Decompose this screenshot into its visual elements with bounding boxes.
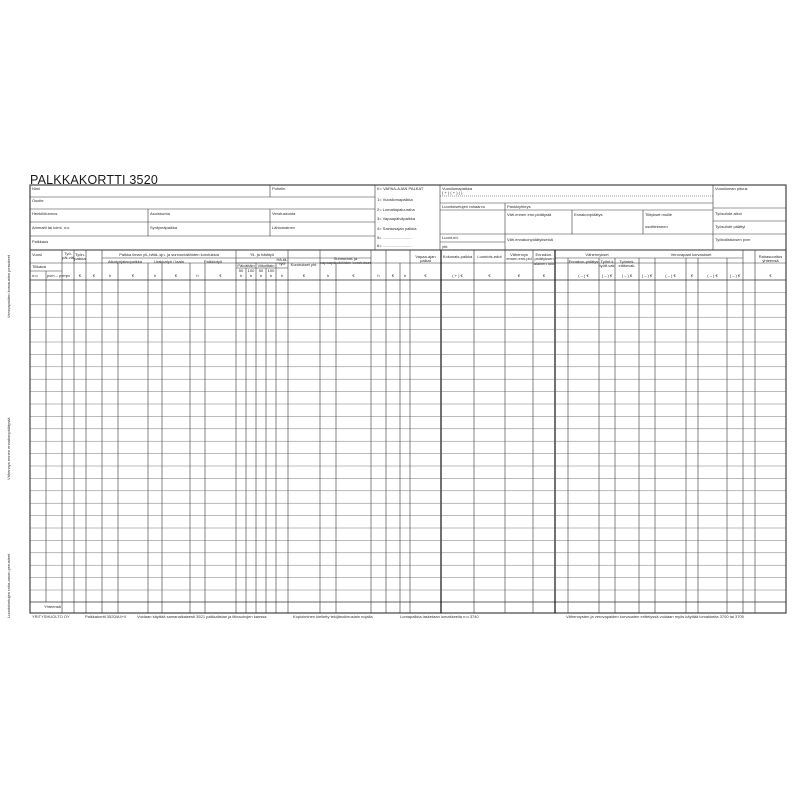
unit-cell: € xyxy=(769,273,772,278)
form-title: PALKKAKORTTI 3520 xyxy=(30,173,158,187)
leave-pay-heading: K= VAPAA-AJAN PALKAT xyxy=(377,186,424,191)
withholding-label: Ennakonpidätys xyxy=(574,212,603,217)
col-group-overtime: Yli- ja hätätyö xyxy=(249,252,275,257)
holiday-pay-label: Vuosilomapalkka xyxy=(442,186,473,191)
usage-note: Voidaan käyttää samanaikaisesti 3521 palkkalistan ja tilinauhojen kanssa xyxy=(137,614,267,619)
pay-label: Palkkaus xyxy=(32,239,49,244)
name-label: Nimi xyxy=(32,186,40,191)
unit-cell: € xyxy=(78,273,82,278)
col-pension-ins: Työntek. eläkevak. xyxy=(618,259,636,269)
col-group-deductions: Vähennykset xyxy=(585,252,609,257)
unit-cell: pv xyxy=(65,273,71,278)
employment-start-label: Työsuhde alkoi xyxy=(715,211,742,216)
unit-cell: h xyxy=(403,273,407,278)
unit-cell: € xyxy=(92,273,96,278)
col-fee-work: Palkkiotyö xyxy=(203,259,223,264)
unit-cell: ( – ) € xyxy=(601,273,613,278)
unit-cell: € xyxy=(517,273,521,278)
col-emergency-work: Hä-tä-työ xyxy=(276,257,288,267)
transfers-label: Tilitykset muille xyxy=(645,212,672,217)
tax-municipality-label: Verotuskunta xyxy=(272,211,296,216)
unit-cell: ( – ) € xyxy=(621,273,633,278)
col-cash-total: Rahasuoritus yhteensä xyxy=(758,254,783,264)
leave-pay-item-3: 3= Vapaapäiväpalkka xyxy=(377,216,416,221)
home-municipality-label: Asuinkunta xyxy=(150,211,170,216)
unit-cell: € xyxy=(131,273,135,278)
col-weekly-100: 100 xyxy=(267,268,275,273)
col-total-pay: Kokonais-palkka xyxy=(442,254,473,259)
certificate-date-label: Työtodistuksen pvm xyxy=(715,237,751,242)
unit-cell: ( – ) € xyxy=(707,273,718,278)
unit-cell: ( – ) € xyxy=(641,273,653,278)
leave-pay-item-6: 6= .......................... xyxy=(377,243,412,248)
unit-dates: pvm – pvm xyxy=(47,273,67,278)
employment-end-label: Työsuhde päättyi xyxy=(715,224,746,229)
col-group-base-pay: Palkka ilman yli-,hätä-,sjn- ja sunnuntaitöiden korotuksia xyxy=(119,252,219,257)
total-label: yht. xyxy=(442,244,449,249)
deduction-note: Vähennysten ja verovapaiden korvausten erittelyssä voidaan myös käyttää lomakkeita 3700 tai 3705 xyxy=(566,614,744,619)
unit-cell: h xyxy=(196,273,199,278)
address-to-label: osoitteeseen xyxy=(645,224,668,229)
occupation-label: Ammatti tai toimi, n:o xyxy=(32,225,70,230)
unit-cell: h xyxy=(377,273,380,278)
col-group-tax-free: Verovapaat korvaukset xyxy=(670,252,712,257)
unit-cell: ( – ) € xyxy=(665,273,676,278)
col-daily-50: 50 xyxy=(238,268,244,273)
unit-cell: h xyxy=(249,273,253,278)
col-daily-100: 100 xyxy=(247,268,255,273)
unit-cell: € xyxy=(690,273,694,278)
side-label-pre-deduction: Vähennys ennen ennakonpidätystä xyxy=(6,417,11,480)
unit-cell: € xyxy=(542,273,546,278)
unit-cell: € xyxy=(219,273,222,278)
unit-cell: € xyxy=(174,273,178,278)
col-year: Vuosi xyxy=(32,252,42,257)
leave-pay-item-4: 4= Sairausajan palkka xyxy=(377,226,417,231)
leave-pay-item-1: 1= Vuosilomapalkka xyxy=(377,197,413,202)
unit-cell: € xyxy=(391,273,395,278)
copyright-note: Kopioiminen kielletty tekijänoikeuslain nojalla xyxy=(293,614,373,619)
unit-no: n:o xyxy=(32,273,38,278)
pre-withholding-deduction-label: Väh.ennen enn.pidätystä xyxy=(507,212,552,217)
unit-cell: € xyxy=(488,273,491,278)
col-weekly-50: 50 xyxy=(258,268,264,273)
col-weekly-overtime: Viikoittain xyxy=(257,263,275,268)
unit-cell: ( – ) € xyxy=(729,273,741,278)
col-taxable-income: Ennakon-pidätyksen alainen tulo xyxy=(533,252,555,266)
col-leave-pay: Vapaa-ajan palkat xyxy=(415,254,436,264)
holiday-pay-note: Lomapalkka lasketaan lomakkeella n:o 3740 xyxy=(400,614,479,619)
unit-cell: h xyxy=(259,273,263,278)
col-daily-overtime: Päiväitäin xyxy=(237,263,255,268)
unit-cell: h xyxy=(269,273,273,278)
unit-cell: h xyxy=(239,273,243,278)
side-label-benefits: Luontoisetujen raha-arvon perusteet xyxy=(6,553,11,618)
unit-cell: h xyxy=(280,273,284,278)
withholding-deduction-label: Väh.ennakonpidätyksestä xyxy=(507,237,553,242)
publisher-name: YRITYSHUOLTO OY xyxy=(32,614,70,619)
col-piece-work: Urakkatyö / laatu xyxy=(153,259,184,264)
holiday-length-label: Vuosiloman pituus xyxy=(715,186,748,191)
address-label: Osoite xyxy=(32,198,44,203)
unit-cell: € xyxy=(302,273,306,278)
col-benefits: Luontois-edut xyxy=(477,254,502,259)
benefits-total-label: Luont.ed. xyxy=(442,235,459,240)
col-unemployment-ins: Työnt.k tyött.vak xyxy=(599,259,615,269)
birthplace-label: Syntymäpaikka xyxy=(150,225,178,230)
leave-pay-item-5: 5= .......................... xyxy=(377,235,412,240)
form-code: Palkkakortti 3520/A4+/I xyxy=(85,614,127,619)
leave-pay-item-2: 2= Lomaltapaluuraha xyxy=(377,207,415,212)
benefits-value-label: Luontoisetujen rahaarvo xyxy=(442,204,485,209)
unit-cell: h xyxy=(326,273,330,278)
next-of-kin-label: Lähiomainen xyxy=(272,225,295,230)
unit-cell: ( – ) € xyxy=(578,273,589,278)
side-label-tax-free: Verovapaiden korvausten perusteet xyxy=(6,255,11,318)
col-work-pay: Työn-palkka xyxy=(74,252,86,262)
holiday-pay-formula: ( + ) ( + ) ( ) xyxy=(442,190,463,195)
unit-cell: € xyxy=(352,273,355,278)
totals-label: Yhteensä xyxy=(44,604,61,609)
unit-cell: ( + ) € xyxy=(452,273,463,278)
col-time-work: Aikatyöjaksopalkka xyxy=(107,259,143,264)
col-sunday-increments: Sunnuntai- ja vapaapäivätöiden korotukset xyxy=(320,256,371,266)
unit-cell: h xyxy=(153,273,157,278)
col-period: Tilikausi xyxy=(32,264,47,269)
col-withholding: Ennakon-pidätys xyxy=(568,259,599,264)
phone-label: Puhelin xyxy=(272,186,286,191)
ssn-label: Henkilötunnus xyxy=(32,211,58,216)
col-pre-deduction: Vähennys ennen enn.pid xyxy=(506,252,532,262)
bank-label: Pankkiyhteys xyxy=(507,204,531,209)
unit-cell: h xyxy=(108,273,112,278)
col-workdays: Työ-päi-viä xyxy=(62,251,74,261)
unit-cell: € xyxy=(424,273,427,278)
col-increments-total: Korotukset yht. xyxy=(290,262,318,267)
